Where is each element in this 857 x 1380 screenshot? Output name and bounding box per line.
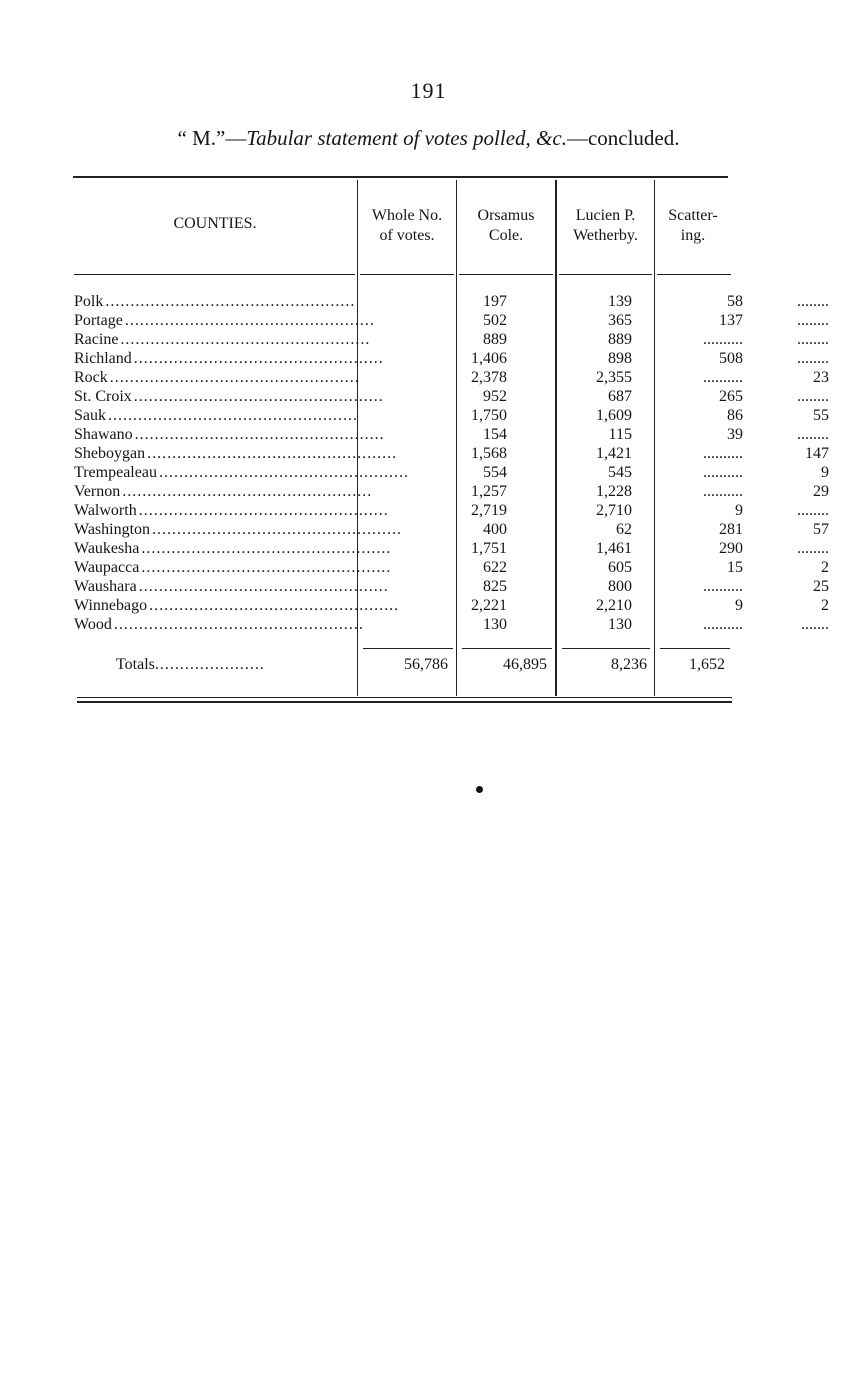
- wetherby-votes-cell: [644, 311, 753, 330]
- whole-value: 2,719: [470, 502, 507, 519]
- cole-value: 545: [607, 464, 632, 481]
- wetherby-value: 265: [718, 388, 743, 405]
- whole-votes-cell: [409, 520, 533, 539]
- wetherby-votes-cell: [644, 482, 753, 501]
- ink-speck: [476, 786, 483, 793]
- scattering-value: ........: [796, 502, 829, 519]
- whole-value: 130: [482, 616, 507, 633]
- scattering-cell: [753, 615, 833, 634]
- whole-value: 1,406: [470, 350, 507, 367]
- cole-value: 1,421: [595, 445, 632, 462]
- table-row: [74, 368, 833, 387]
- scattering-value: 55: [812, 407, 829, 424]
- wetherby-value: 137: [718, 312, 743, 329]
- county-name: Trempealeau: [74, 464, 157, 481]
- whole-value: 502: [482, 312, 507, 329]
- header-orsamus-cole: [457, 206, 555, 246]
- leader-dots: ..................................................: [113, 616, 364, 633]
- whole-value: 622: [482, 559, 507, 576]
- leader-dots: ..................................................: [141, 559, 392, 576]
- wetherby-value: 508: [718, 350, 743, 367]
- cole-votes-cell: [533, 463, 644, 482]
- scattering-cell: [753, 368, 833, 387]
- whole-value: 952: [482, 388, 507, 405]
- scattering-value: 147: [804, 445, 829, 462]
- wetherby-votes-cell: [644, 425, 753, 444]
- wetherby-value: 86: [726, 407, 743, 424]
- cole-votes-cell: [533, 596, 644, 615]
- whole-votes-cell: [409, 349, 533, 368]
- scattering-cell: [753, 577, 833, 596]
- leader-dots: ..................................................: [108, 407, 358, 424]
- cole-value: 2,710: [595, 502, 632, 519]
- scattering-cell: [753, 406, 833, 425]
- table-row: [74, 539, 833, 558]
- whole-value: 2,378: [470, 369, 507, 386]
- cole-value: 1,228: [595, 483, 632, 500]
- leader-dots: ..................................................: [149, 597, 400, 614]
- table-row: [74, 463, 833, 482]
- title-suffix: —concluded.: [566, 126, 680, 150]
- wetherby-value: ..........: [702, 445, 743, 462]
- wetherby-value: ..........: [702, 578, 743, 595]
- county-name: Waupacca: [74, 559, 140, 576]
- whole-votes-cell: [409, 615, 533, 634]
- scattering-value: 23: [812, 369, 829, 386]
- wetherby-votes-cell: [644, 539, 753, 558]
- cole-votes-cell: [533, 406, 644, 425]
- county-name: Waukesha: [74, 540, 140, 557]
- table-row: [74, 311, 833, 330]
- totals-rule: [562, 648, 650, 649]
- wetherby-value: 58: [726, 293, 743, 310]
- table-row: [74, 425, 833, 444]
- whole-votes-cell: [409, 406, 533, 425]
- cole-value: 605: [607, 559, 632, 576]
- scattering-value: .......: [800, 616, 829, 633]
- bottom-rule: [77, 697, 732, 698]
- wetherby-value: 9: [734, 502, 743, 519]
- scattering-value: 29: [812, 483, 829, 500]
- table-row: [74, 387, 833, 406]
- cole-votes-cell: [533, 425, 644, 444]
- county-cell: [74, 330, 409, 349]
- wetherby-votes-cell: [644, 520, 753, 539]
- table-row: [74, 501, 833, 520]
- whole-value: 889: [482, 331, 507, 348]
- scattering-cell: [753, 349, 833, 368]
- scattering-cell: [753, 330, 833, 349]
- cole-votes-cell: [533, 387, 644, 406]
- wetherby-value: ..........: [702, 369, 743, 386]
- cole-votes-cell: [533, 558, 644, 577]
- leader-dots: ..................................................: [134, 426, 385, 443]
- wetherby-votes-cell: [644, 368, 753, 387]
- leader-dots: ..................................................: [122, 483, 373, 500]
- wetherby-votes-cell: [644, 387, 753, 406]
- whole-value: 197: [482, 293, 507, 310]
- whole-votes-cell: [409, 501, 533, 520]
- whole-value: 154: [482, 426, 507, 443]
- whole-votes-cell: [409, 539, 533, 558]
- wetherby-votes-cell: [644, 615, 753, 634]
- scattering-cell: [753, 539, 833, 558]
- scattering-value: ........: [796, 331, 829, 348]
- wetherby-value: 281: [718, 521, 743, 538]
- county-name: St. Croix: [74, 388, 132, 405]
- header-whole-votes: [358, 206, 456, 246]
- totals-rule: [462, 648, 552, 649]
- scattering-cell: [753, 558, 833, 577]
- county-name: Polk: [74, 293, 104, 310]
- bottom-rule: [77, 701, 732, 703]
- county-cell: [74, 387, 409, 406]
- county-cell: [74, 292, 409, 311]
- header-scattering: [655, 206, 731, 246]
- totals-whole: 56,786: [404, 656, 448, 673]
- cole-value: 130: [607, 616, 632, 633]
- leader-dots: ..................................................: [133, 388, 384, 405]
- totals-scattering: 1,652: [689, 656, 725, 673]
- county-name: Vernon: [74, 483, 121, 500]
- scattering-cell: [753, 520, 833, 539]
- wetherby-value: ..........: [702, 331, 743, 348]
- scattering-value: ........: [796, 426, 829, 443]
- wetherby-votes-cell: [644, 349, 753, 368]
- whole-value: 554: [482, 464, 507, 481]
- whole-votes-cell: [409, 292, 533, 311]
- cole-value: 1,461: [595, 540, 632, 557]
- leader-dots: ..................................................: [133, 350, 384, 367]
- whole-votes-cell: [409, 444, 533, 463]
- scattering-cell: [753, 311, 833, 330]
- table-row: [74, 349, 833, 368]
- leader-dots: ..................................................: [141, 540, 392, 557]
- cole-value: 2,210: [595, 597, 632, 614]
- table-row: [74, 577, 833, 596]
- county-cell: [74, 425, 409, 444]
- header-counties: [74, 214, 356, 234]
- cole-value: 2,355: [595, 369, 632, 386]
- table-row: [74, 292, 833, 311]
- title-prefix: “ M.”—: [177, 126, 247, 150]
- totals-leader: ......................: [154, 656, 265, 673]
- cole-votes-cell: [533, 615, 644, 634]
- table-title: [0, 126, 857, 151]
- header-rule: [559, 274, 652, 275]
- wetherby-votes-cell: [644, 577, 753, 596]
- cole-value: 687: [607, 388, 632, 405]
- scattering-value: 2: [820, 559, 829, 576]
- cole-votes-cell: [533, 539, 644, 558]
- table-row: [74, 482, 833, 501]
- county-name: Washington: [74, 521, 151, 538]
- scattering-cell: [753, 292, 833, 311]
- scattering-cell: [753, 387, 833, 406]
- county-cell: [74, 349, 409, 368]
- cole-value: 62: [615, 521, 632, 538]
- county-name: Rock: [74, 369, 108, 386]
- scattering-cell: [753, 463, 833, 482]
- county-cell: [74, 558, 409, 577]
- county-name: Winnebago: [74, 597, 148, 614]
- table-row: [74, 596, 833, 615]
- scattering-cell: [753, 596, 833, 615]
- whole-votes-cell: [409, 463, 533, 482]
- scattering-value: ........: [796, 388, 829, 405]
- whole-votes-cell: [409, 577, 533, 596]
- votes-table-body: [74, 292, 833, 634]
- cole-value: 365: [607, 312, 632, 329]
- scattering-value: 57: [812, 521, 829, 538]
- county-cell: [74, 539, 409, 558]
- leader-dots: ..................................................: [158, 464, 409, 481]
- county-name: Sheboygan: [74, 445, 146, 462]
- totals-row: [116, 656, 265, 674]
- leader-dots: ..................................................: [124, 312, 375, 329]
- county-name: Walworth: [74, 502, 137, 519]
- leader-dots: ..................................................: [138, 578, 389, 595]
- scattering-value: 2: [820, 597, 829, 614]
- whole-value: 1,750: [470, 407, 507, 424]
- scattering-cell: [753, 444, 833, 463]
- county-cell: [74, 311, 409, 330]
- wetherby-votes-cell: [644, 463, 753, 482]
- scattering-value: ........: [796, 312, 829, 329]
- leader-dots: ..................................................: [109, 369, 360, 386]
- wetherby-votes-cell: [644, 558, 753, 577]
- cole-votes-cell: [533, 292, 644, 311]
- totals-label: Totals: [116, 656, 155, 673]
- header-rule: [459, 274, 553, 275]
- wetherby-votes-cell: [644, 292, 753, 311]
- cole-votes-cell: [533, 349, 644, 368]
- header-scatter-line2: ing.: [680, 227, 706, 244]
- county-name: Waushara: [74, 578, 137, 595]
- cole-votes-cell: [533, 330, 644, 349]
- county-cell: [74, 368, 409, 387]
- table-row: [74, 520, 833, 539]
- wetherby-votes-cell: [644, 406, 753, 425]
- county-name: Racine: [74, 331, 119, 348]
- county-cell: [74, 482, 409, 501]
- header-counties-label: COUNTIES.: [173, 215, 257, 232]
- whole-votes-cell: [409, 368, 533, 387]
- scattering-value: ........: [796, 293, 829, 310]
- cole-votes-cell: [533, 501, 644, 520]
- table-row: [74, 330, 833, 349]
- cole-value: 1,609: [595, 407, 632, 424]
- scattering-value: 25: [812, 578, 829, 595]
- county-cell: [74, 463, 409, 482]
- cole-votes-cell: [533, 311, 644, 330]
- scattering-value: 9: [820, 464, 829, 481]
- wetherby-votes-cell: [644, 444, 753, 463]
- header-scatter-line1: Scatter-: [668, 207, 718, 224]
- wetherby-value: 15: [726, 559, 743, 576]
- wetherby-votes-cell: [644, 501, 753, 520]
- county-name: Wood: [74, 616, 112, 633]
- cole-votes-cell: [533, 444, 644, 463]
- county-cell: [74, 520, 409, 539]
- county-name: Richland: [74, 350, 132, 367]
- county-name: Shawano: [74, 426, 133, 443]
- whole-value: 825: [482, 578, 507, 595]
- totals-rule: [660, 648, 730, 649]
- header-rule: [74, 274, 355, 275]
- cole-value: 889: [607, 331, 632, 348]
- whole-votes-cell: [409, 425, 533, 444]
- wetherby-value: ..........: [702, 616, 743, 633]
- cole-value: 800: [607, 578, 632, 595]
- totals-wetherby: 8,236: [611, 656, 647, 673]
- leader-dots: ..................................................: [152, 521, 403, 538]
- totals-rule: [363, 648, 453, 649]
- cole-votes-cell: [533, 520, 644, 539]
- header-rule: [360, 274, 454, 275]
- county-name: Sauk: [74, 407, 106, 424]
- leader-dots: ..................................................: [147, 445, 398, 462]
- county-cell: [74, 444, 409, 463]
- header-rule: [657, 274, 731, 275]
- header-cole-line2: Cole.: [488, 227, 524, 244]
- cole-value: 115: [608, 426, 632, 443]
- whole-value: 1,568: [470, 445, 507, 462]
- whole-votes-cell: [409, 330, 533, 349]
- wetherby-votes-cell: [644, 596, 753, 615]
- table-row: [74, 406, 833, 425]
- whole-value: 2,221: [470, 597, 507, 614]
- scattering-cell: [753, 501, 833, 520]
- wetherby-value: 9: [734, 597, 743, 614]
- whole-votes-cell: [409, 596, 533, 615]
- wetherby-value: 290: [718, 540, 743, 557]
- whole-value: 1,257: [470, 483, 507, 500]
- whole-votes-cell: [409, 482, 533, 501]
- leader-dots: ..................................................: [138, 502, 389, 519]
- wetherby-value: ..........: [702, 483, 743, 500]
- leader-dots: ..................................................: [105, 293, 356, 310]
- page-number: 191: [410, 78, 447, 103]
- cole-votes-cell: [533, 482, 644, 501]
- county-cell: [74, 501, 409, 520]
- scattering-value: ........: [796, 350, 829, 367]
- header-cole-line1: Orsamus: [477, 207, 535, 224]
- county-cell: [74, 577, 409, 596]
- header-wetherby-line1: Lucien P.: [575, 207, 636, 224]
- header-whole-line2: of votes.: [379, 227, 435, 244]
- cole-value: 898: [607, 350, 632, 367]
- title-italic: Tabular statement of votes polled, &c.: [246, 126, 567, 150]
- whole-votes-cell: [409, 558, 533, 577]
- scattering-value: ........: [796, 540, 829, 557]
- whole-votes-cell: [409, 387, 533, 406]
- votes-table: [74, 292, 833, 634]
- cole-votes-cell: [533, 577, 644, 596]
- county-cell: [74, 615, 409, 634]
- totals-cole: 46,895: [503, 656, 547, 673]
- table-row: [74, 558, 833, 577]
- header-lucien-wetherby: [557, 206, 654, 246]
- header-whole-line1: Whole No.: [371, 207, 443, 224]
- wetherby-value: 39: [726, 426, 743, 443]
- wetherby-votes-cell: [644, 330, 753, 349]
- whole-votes-cell: [409, 311, 533, 330]
- county-cell: [74, 406, 409, 425]
- wetherby-value: ..........: [702, 464, 743, 481]
- whole-value: 400: [482, 521, 507, 538]
- table-row: [74, 444, 833, 463]
- county-cell: [74, 596, 409, 615]
- county-name: Portage: [74, 312, 123, 329]
- cole-votes-cell: [533, 368, 644, 387]
- header-wetherby-line2: Wetherby.: [573, 227, 638, 244]
- leader-dots: ..................................................: [120, 331, 371, 348]
- cole-value: 139: [607, 293, 632, 310]
- top-rule: [73, 176, 728, 178]
- scattering-cell: [753, 482, 833, 501]
- scattering-cell: [753, 425, 833, 444]
- whole-value: 1,751: [470, 540, 507, 557]
- table-row: [74, 615, 833, 634]
